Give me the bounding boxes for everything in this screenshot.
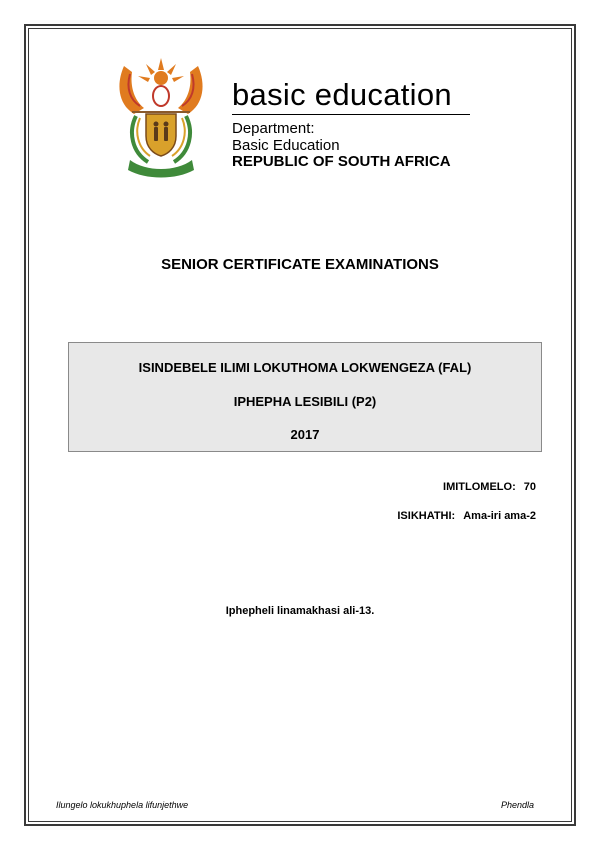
brand-underline (232, 114, 470, 115)
marks-label: IMITLOMELO: (443, 481, 516, 493)
exam-title: SENIOR CERTIFICATE EXAMINATIONS (161, 256, 439, 273)
paper-number: IPHEPHA LESIBILI (P2) (233, 394, 377, 409)
subject-box (68, 342, 542, 452)
brand-title: basic education (232, 77, 452, 112)
time-label: ISIKHATHI: (397, 510, 456, 522)
south-africa-coat-of-arms-icon (110, 56, 212, 180)
department-name: Basic Education (232, 137, 340, 154)
time-row (397, 510, 536, 522)
marks-row (443, 481, 536, 493)
turn-over-note: Phendla (500, 800, 534, 810)
time-value: Ama-iri ama-2 (463, 510, 536, 522)
copyright-note: Ilungelo lokukhuphela lifunjethwe (56, 800, 189, 810)
subject-name: ISINDEBELE ILIMI LOKUTHOMA LOKWENGEZA (FAL) (138, 360, 472, 375)
exam-year: 2017 (290, 427, 320, 442)
marks-value: 70 (523, 481, 536, 493)
country-name: REPUBLIC OF SOUTH AFRICA (232, 153, 451, 170)
page-count-note: Iphepheli linamakhasi ali-13. (225, 605, 375, 617)
department-label: Department: (232, 120, 315, 137)
